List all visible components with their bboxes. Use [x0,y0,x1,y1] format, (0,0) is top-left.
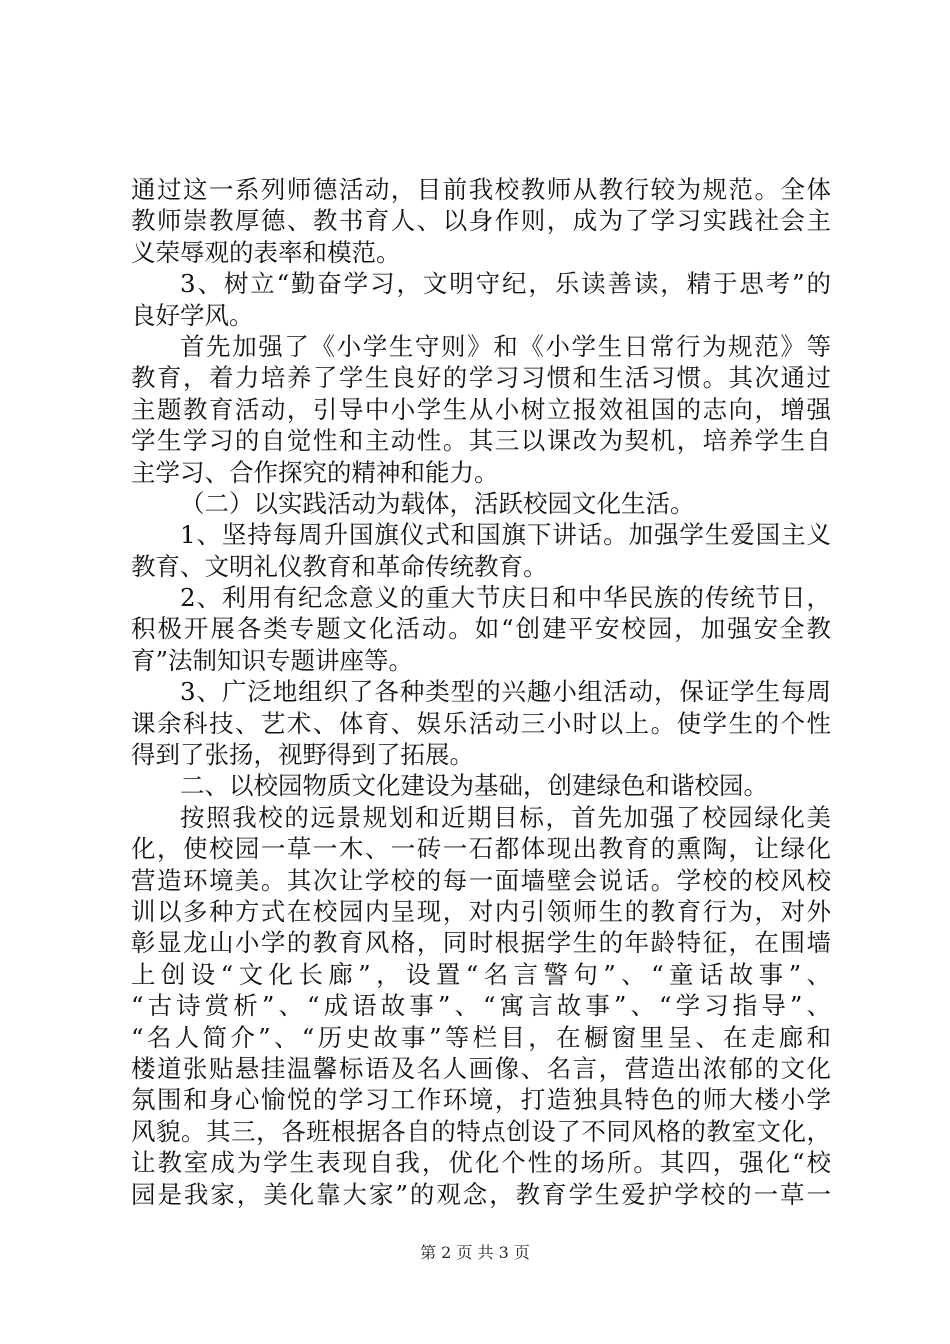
text-line: 主学习、合作探究的精神和能力。 [131,457,499,487]
text-line: 2、利用有纪念意义的重大节庆日和中华民族的传统节日， [180,583,831,613]
text-line: 积极开展各类专题文化活动。如“创建平安校园，加强安全教 [131,614,831,644]
text-line: 教育、文明礼仪教育和革命传统教育。 [131,551,548,581]
text-line: 育”法制知识专题讲座等。 [131,645,414,675]
text-line: 让教室成为学生表现自我，优化个性的场所。其四，强化“校 [131,1148,831,1178]
text-line: 氛围和身心愉悦的学习工作环境，打造独具特色的师大楼小学 [131,1085,831,1115]
text-line: 义荣辱观的表率和模范。 [131,237,401,267]
text-line: 课余科技、艺术、体育、娱乐活动三小时以上。使学生的个性 [131,708,831,738]
text-line: 3、广泛地组织了各种类型的兴趣小组活动，保证学生每周 [180,677,831,707]
text-line: 营造环境美。其次让学校的每一面墙壁会说话。学校的校风校 [131,865,831,895]
page-footer: 第 2 页 共 3 页 [420,1243,530,1262]
text-line: 上创设“文化长廊”，设置“名言警句”、“童话故事”、 [131,959,831,989]
text-line: 训以多种方式在校园内呈现，对内引领师生的教育行为，对外 [131,896,831,926]
text-line: 首先加强了《小学生守则》和《小学生日常行为规范》等 [180,331,831,361]
text-line: 二、以校园物质文化建设为基础，创建绿色和谐校园。 [180,771,768,801]
text-line: 学生学习的自觉性和主动性。其三以课改为契机，培养学生自 [131,426,831,456]
text-line: 主题教育活动，引导中小学生从小树立报效祖国的志向，增强 [131,394,831,424]
text-line: 彰显龙山小学的教育风格，同时根据学生的年龄特征，在围墙 [131,928,831,958]
text-line: 通过这一系列师德活动，目前我校教师从教行较为规范。全体 [131,175,831,204]
text-line: 楼道张贴悬挂温馨标语及名人画像、名言，营造出浓郁的文化 [131,1053,831,1083]
text-line: “古诗赏析”、“成语故事”、“寓言故事”、“学习指导”、 [131,991,831,1021]
text-line: 化，使校园一草一木、一砖一石都体现出教育的熏陶，让绿化 [131,834,831,864]
text-line: （二）以实践活动为载体，活跃校园文化生活。 [180,488,695,518]
text-line: 教育，着力培养了学生良好的学习习惯和生活习惯。其次通过 [131,363,831,393]
document-body [131,174,831,1210]
text-line: 3、树立“勤奋学习，文明守纪，乐读善读，精于思考”的 [180,269,831,299]
text-line: 教师崇教厚德、教书育人、以身作则，成为了学习实践社会主 [131,206,831,236]
text-line: 按照我校的远景规划和近期目标，首先加强了校园绿化美 [180,802,831,832]
text-line: “名人简介”、“历史故事”等栏目，在橱窗里呈、在走廊和 [131,1022,831,1052]
text-line: 得到了张扬，视野得到了拓展。 [131,740,474,770]
text-line: 良好学风。 [131,300,254,330]
text-line: 1、坚持每周升国旗仪式和国旗下讲话。加强学生爱国主义 [180,520,831,550]
text-line: 园是我家，美化靠大家”的观念，教育学生爱护学校的一草一 [131,1179,831,1209]
text-line: 风貌。其三，各班根据各自的特点创设了不同风格的教室文化， [131,1116,831,1146]
